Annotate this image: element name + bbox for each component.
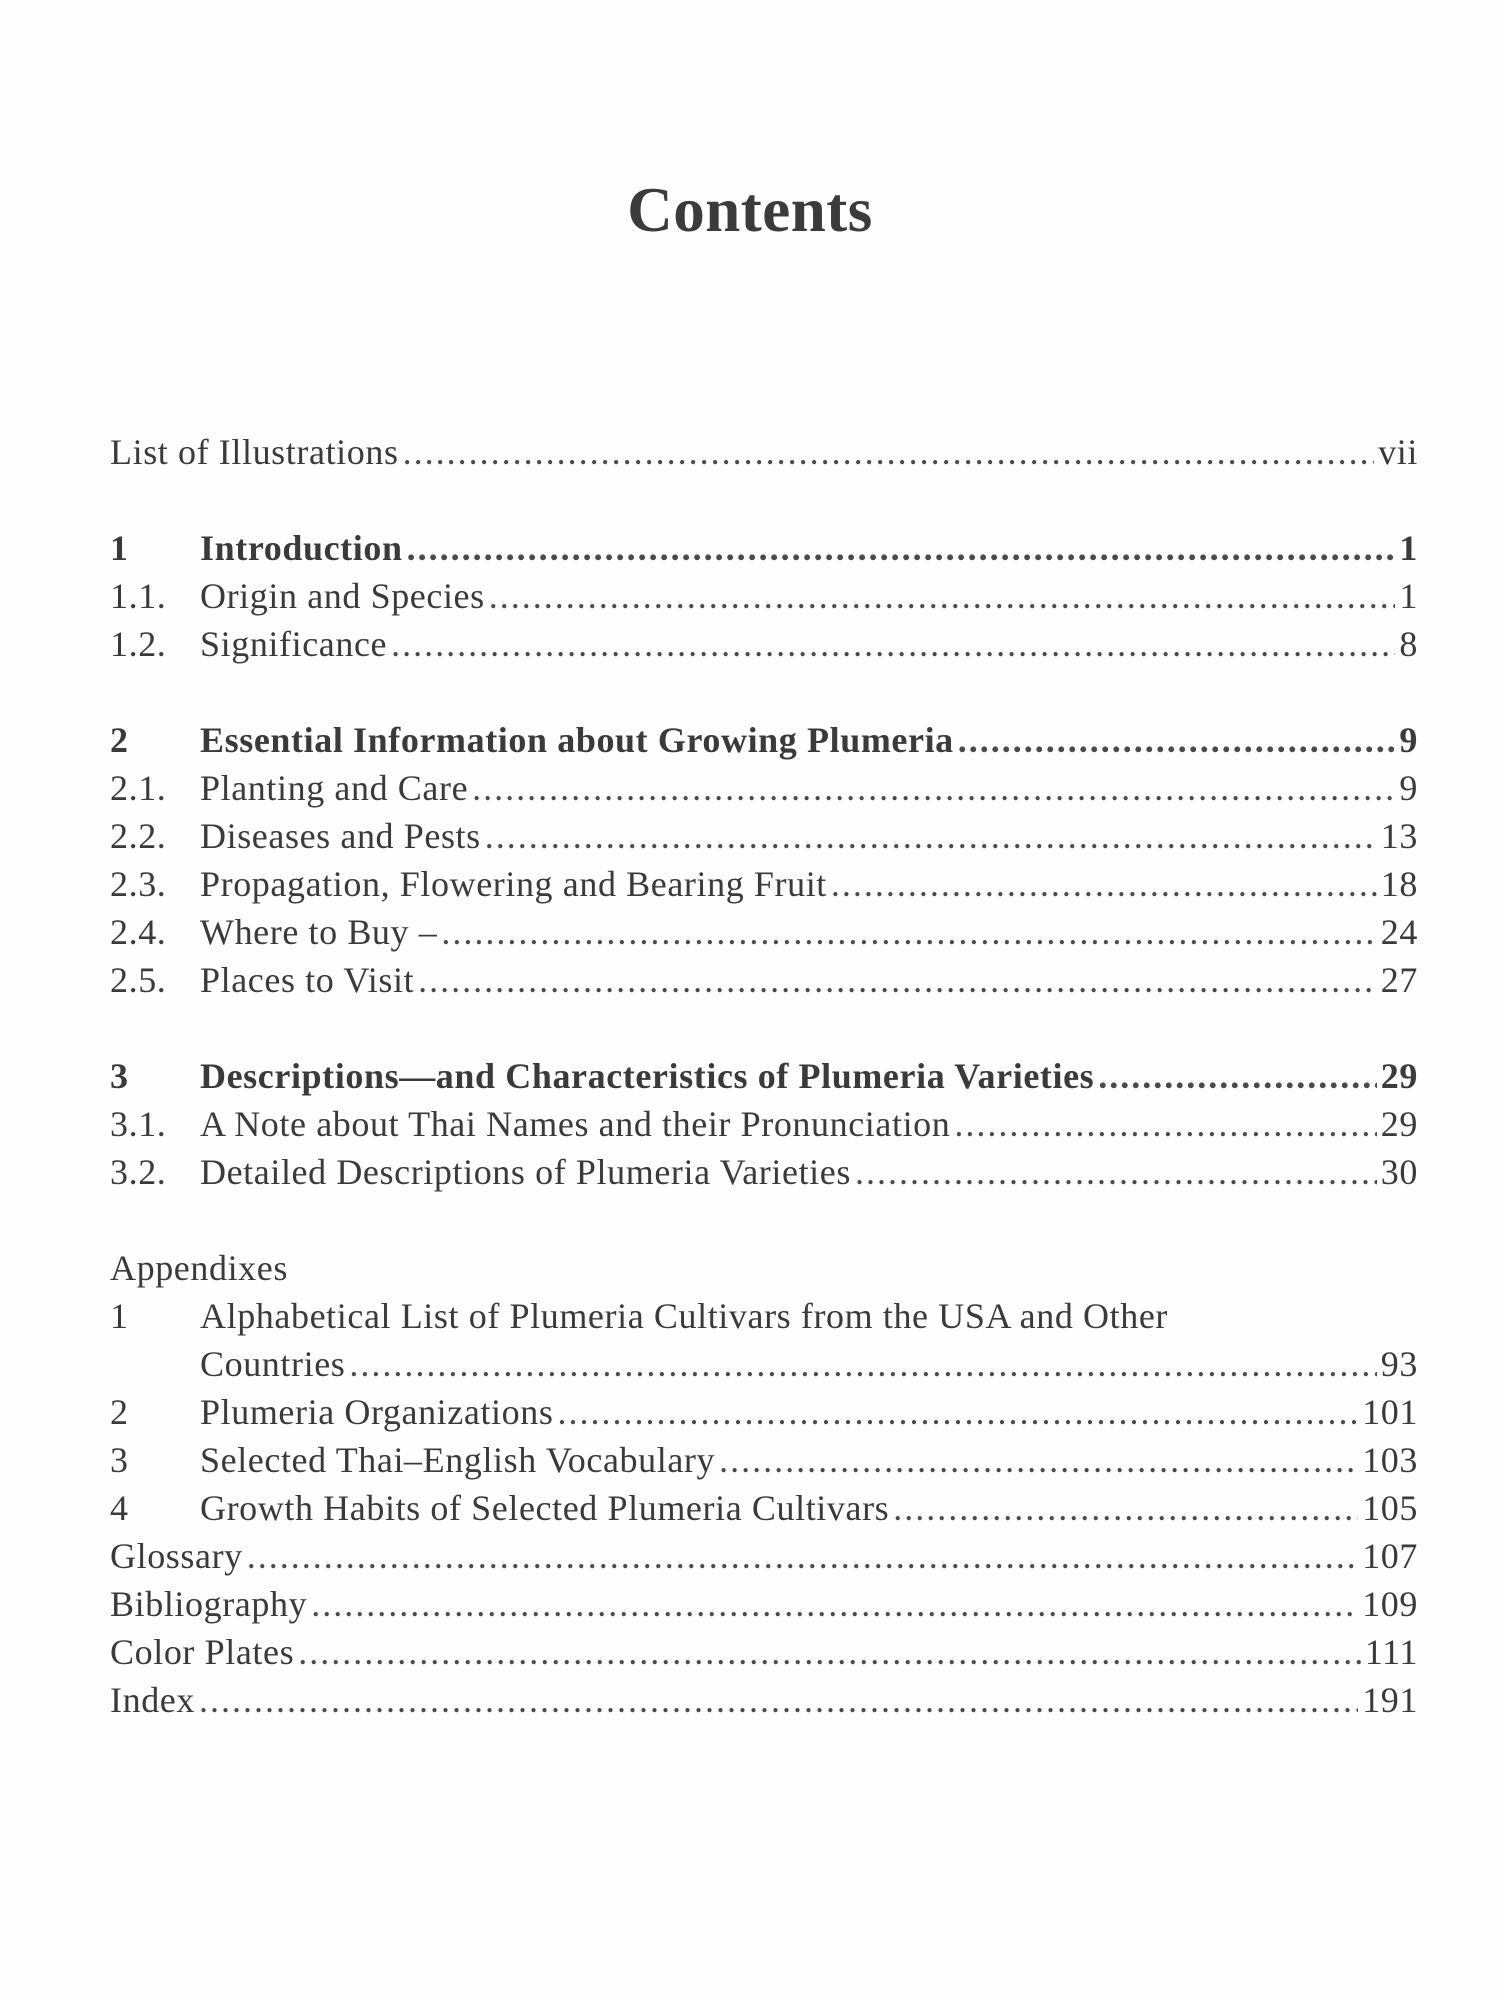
section-number: 1.2. [110, 624, 167, 664]
section-title: A Note about Thai Names and their Pronunciation [200, 1104, 951, 1144]
dot-leader [199, 1676, 1358, 1724]
dot-leader [485, 812, 1377, 860]
toc-section [110, 572, 1418, 620]
section-number: 2.5. [110, 960, 167, 1000]
dot-leader [489, 572, 1396, 620]
toc-section [110, 956, 1418, 1004]
section-title: Propagation, Flowering and Bearing Fruit [200, 864, 827, 904]
section-page: 30 [1380, 1152, 1418, 1192]
appendix-number: 4 [110, 1488, 129, 1528]
section-title: Where to Buy – [200, 912, 438, 952]
section-page: 24 [1380, 912, 1418, 952]
dot-leader [893, 1484, 1358, 1532]
dot-leader [472, 764, 1395, 812]
section-page: 1 [1399, 576, 1418, 616]
appendix-title-line1: Alphabetical List of Plumeria Cultivars from the USA and Other [200, 1296, 1169, 1336]
toc-appendix-4 [110, 1484, 1418, 1532]
section-title: Places to Visit [200, 960, 415, 1000]
appendix-page: 101 [1362, 1392, 1418, 1432]
toc-section [110, 764, 1418, 812]
chapter-number: 3 [110, 1056, 129, 1096]
toc-entry-glossary [110, 1532, 1418, 1580]
spacer [110, 1004, 1418, 1052]
toc-entry-page: 111 [1364, 1632, 1418, 1672]
chapter-page: 1 [1399, 528, 1418, 568]
toc-appendix-3 [110, 1436, 1418, 1484]
dot-leader [831, 860, 1377, 908]
chapter-page: 9 [1399, 720, 1418, 760]
toc-entry-color-plates [110, 1628, 1418, 1676]
appendix-title: Selected Thai–English Vocabulary [200, 1440, 716, 1480]
section-page: 27 [1380, 960, 1418, 1000]
dot-leader [418, 956, 1377, 1004]
dot-leader [719, 1436, 1358, 1484]
toc-section [110, 812, 1418, 860]
chapter-page: 29 [1380, 1056, 1418, 1096]
toc-appendix-1 [110, 1292, 1418, 1340]
dot-leader [954, 1100, 1376, 1148]
dot-leader [855, 1148, 1377, 1196]
toc-chapter-2 [110, 716, 1418, 764]
appendix-page: 93 [1380, 1344, 1418, 1384]
dot-leader [1098, 1052, 1377, 1100]
dot-leader [298, 1628, 1361, 1676]
section-page: 8 [1399, 624, 1418, 664]
dot-leader [403, 428, 1375, 476]
page-title: Contents [627, 175, 873, 245]
appendix-title-line2: Countries [200, 1344, 346, 1384]
dot-leader [958, 716, 1396, 764]
toc-chapter-3 [110, 1052, 1418, 1100]
toc-entry-label: List of Illustrations [110, 432, 399, 472]
toc-appendix-1-continued [110, 1340, 1418, 1388]
appendixes-heading [110, 1244, 1418, 1292]
section-title: Planting and Care [200, 768, 469, 808]
appendix-number: 2 [110, 1392, 129, 1432]
section-number: 2.1. [110, 768, 167, 808]
section-number: 1.1. [110, 576, 167, 616]
toc-entry-bibliography [110, 1580, 1418, 1628]
toc-entry-label: Bibliography [110, 1584, 308, 1624]
toc-entry-label: Color Plates [110, 1632, 295, 1672]
toc-entry-page: 109 [1362, 1584, 1418, 1624]
dot-leader [349, 1340, 1376, 1388]
dot-leader [441, 908, 1376, 956]
dot-leader [311, 1580, 1358, 1628]
chapter-number: 2 [110, 720, 129, 760]
section-number: 2.4. [110, 912, 167, 952]
spacer [110, 1196, 1418, 1244]
dot-leader [391, 620, 1395, 668]
toc-chapter-1 [110, 524, 1418, 572]
appendixes-heading-label: Appendixes [110, 1248, 288, 1288]
appendix-title: Growth Habits of Selected Plumeria Cultivars [200, 1488, 890, 1528]
section-title: Detailed Descriptions of Plumeria Varieties [200, 1152, 851, 1192]
toc-appendix-2 [110, 1388, 1418, 1436]
chapter-title: Introduction [200, 528, 403, 568]
toc-section [110, 1148, 1418, 1196]
appendix-number: 3 [110, 1440, 129, 1480]
toc-section [110, 620, 1418, 668]
toc-entry-page: vii [1378, 432, 1418, 472]
appendix-page: 103 [1362, 1440, 1418, 1480]
toc-entry-page: 107 [1362, 1536, 1418, 1576]
toc-section [110, 860, 1418, 908]
chapter-title: Descriptions—and Characteristics of Plumeria Varieties [200, 1056, 1095, 1096]
appendix-title: Plumeria Organizations [200, 1392, 554, 1432]
appendix-page: 105 [1362, 1488, 1418, 1528]
section-number: 2.2. [110, 816, 167, 856]
dot-leader [247, 1532, 1358, 1580]
section-number: 2.3. [110, 864, 167, 904]
dot-leader [407, 524, 1396, 572]
table-of-contents [110, 428, 1418, 1724]
section-page: 29 [1380, 1104, 1418, 1144]
section-page: 18 [1380, 864, 1418, 904]
toc-entry-list-of-illustrations [110, 428, 1418, 476]
section-title: Diseases and Pests [200, 816, 481, 856]
chapter-number: 1 [110, 528, 129, 568]
toc-section [110, 1100, 1418, 1148]
spacer [110, 668, 1418, 716]
section-title: Significance [200, 624, 388, 664]
toc-entry-index [110, 1676, 1418, 1724]
appendix-number: 1 [110, 1296, 129, 1336]
toc-section [110, 908, 1418, 956]
section-title: Origin and Species [200, 576, 485, 616]
chapter-title: Essential Information about Growing Plumeria [200, 720, 954, 760]
section-number: 3.1. [110, 1104, 167, 1144]
dot-leader [557, 1388, 1358, 1436]
toc-entry-label: Glossary [110, 1536, 243, 1576]
section-page: 13 [1380, 816, 1418, 856]
section-number: 3.2. [110, 1152, 167, 1192]
toc-entry-page: 191 [1362, 1680, 1418, 1720]
spacer [110, 476, 1418, 524]
section-page: 9 [1399, 768, 1418, 808]
toc-entry-label: Index [110, 1680, 195, 1720]
